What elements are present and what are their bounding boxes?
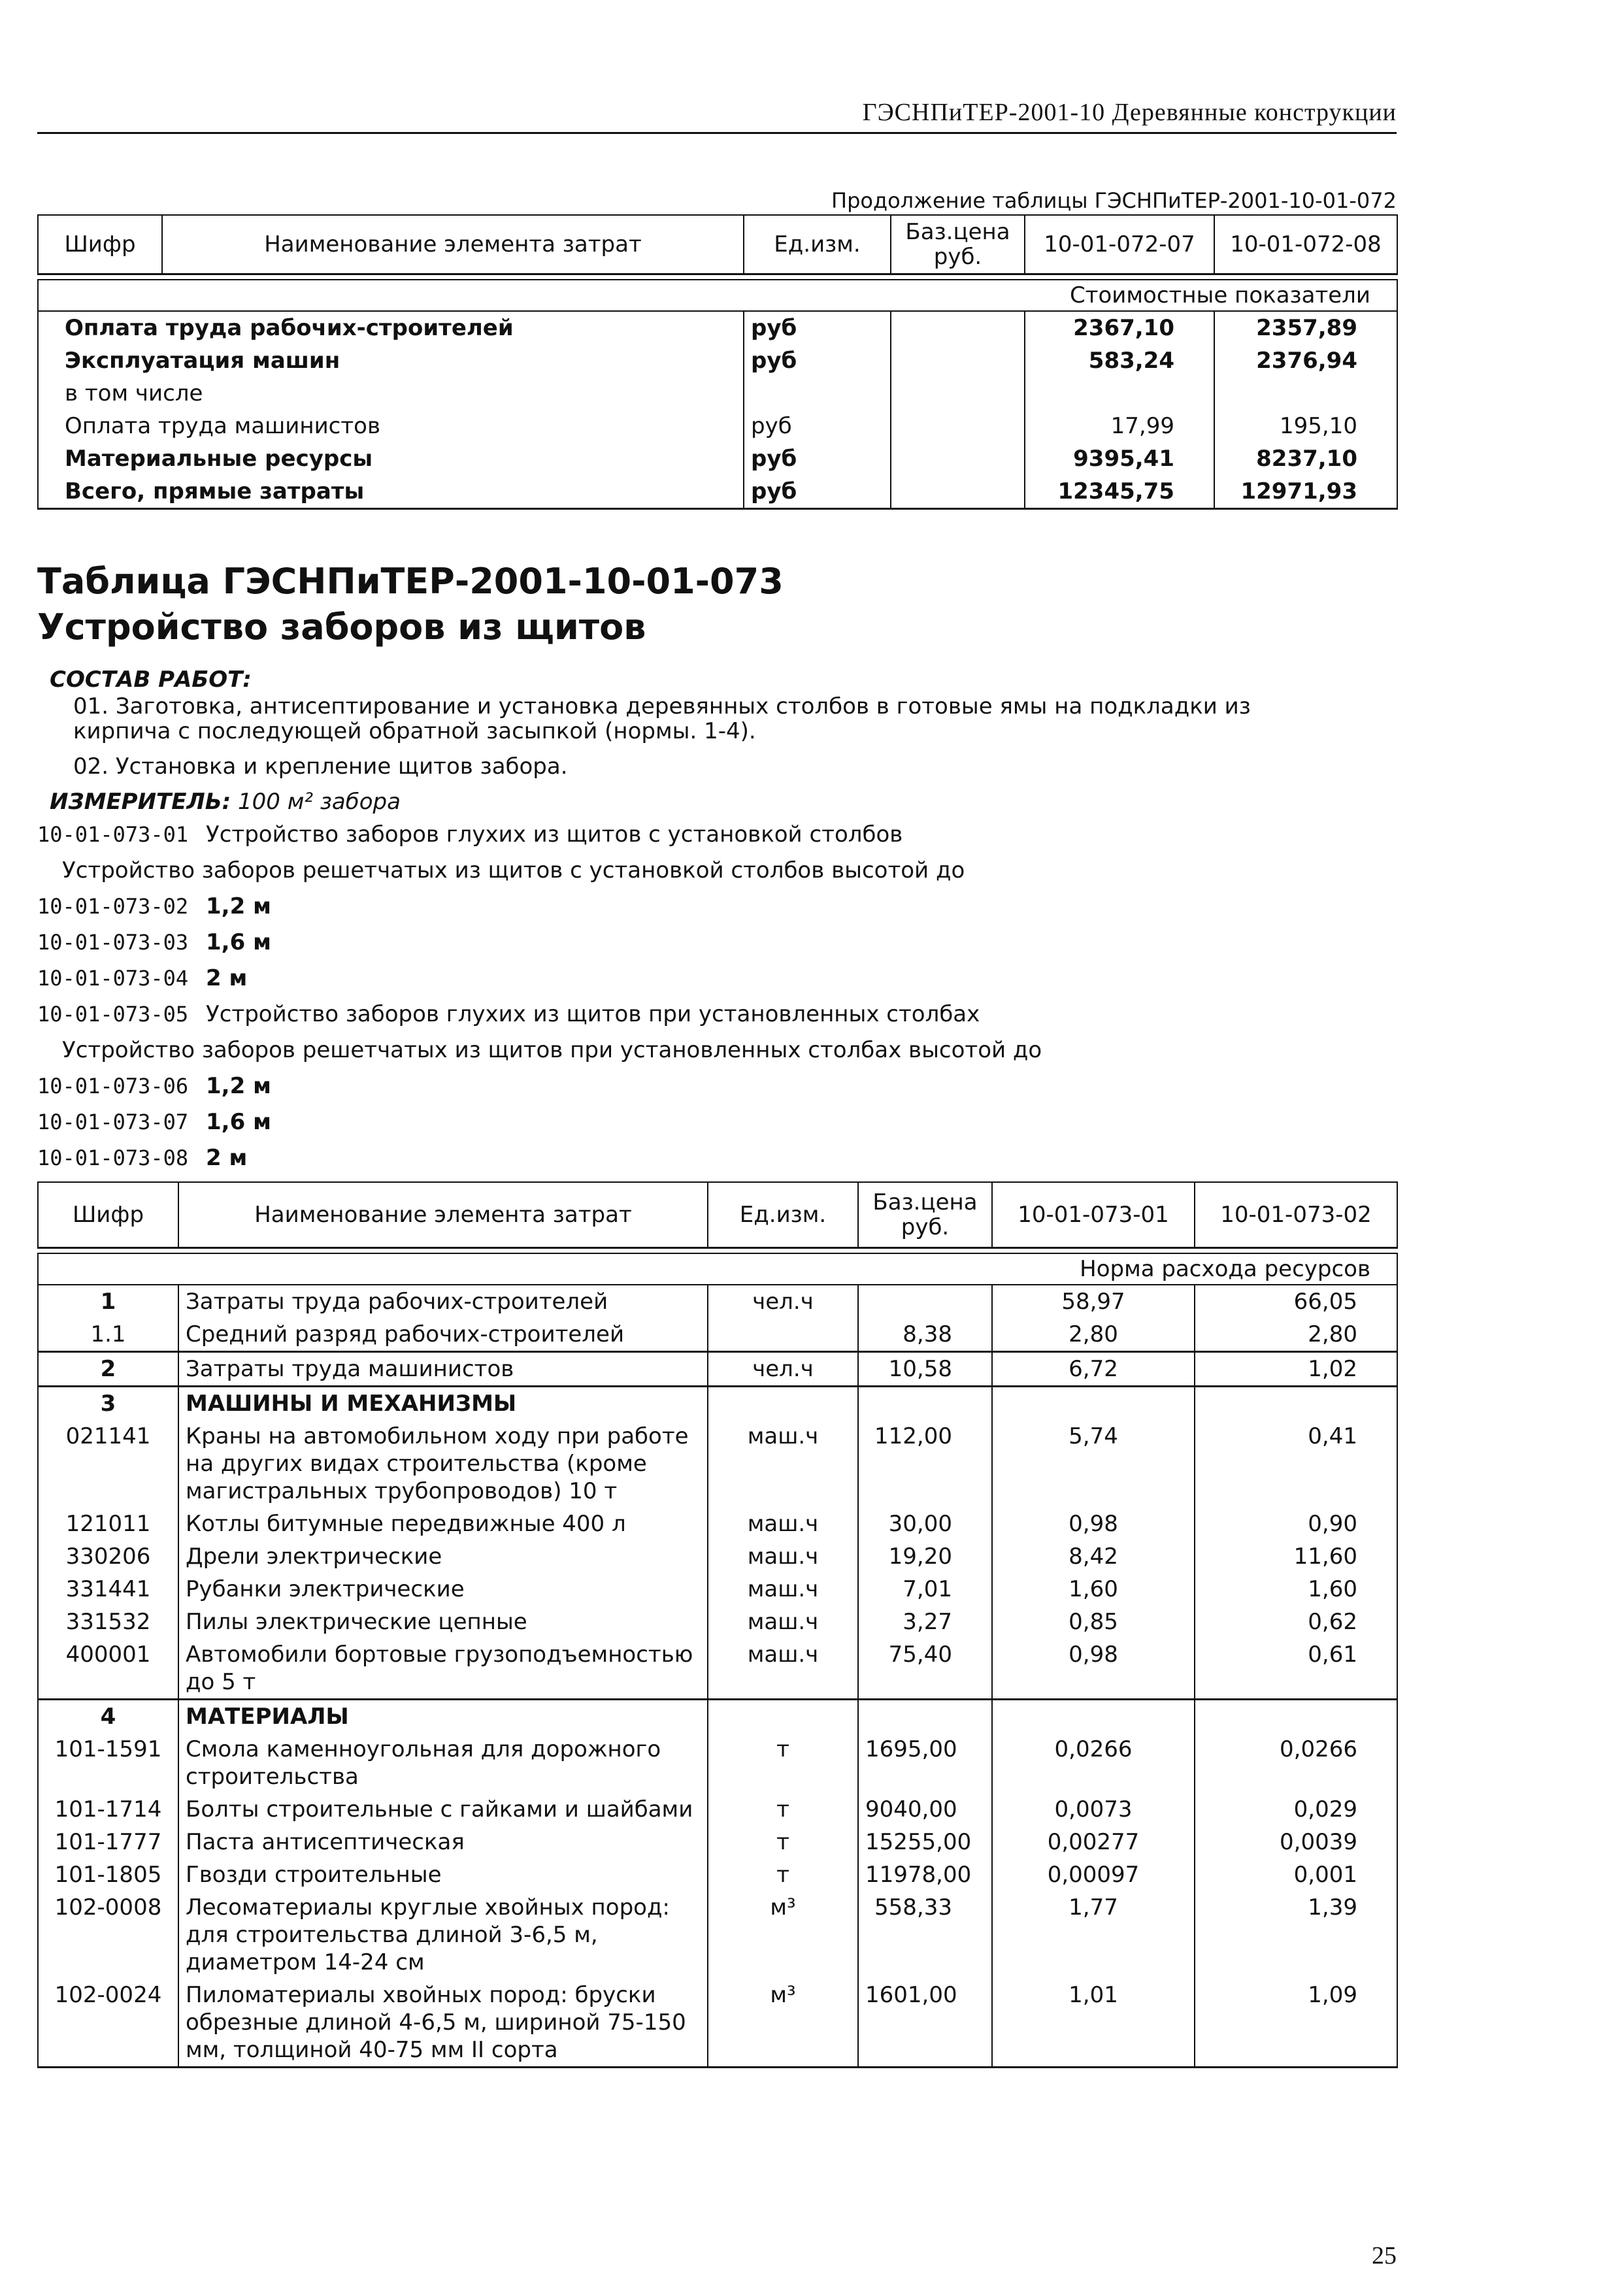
measure-unit	[50, 789, 401, 815]
norm-code: 10-01-073-06	[37, 1074, 189, 1098]
norm-code: 10-01-073-08	[37, 1146, 189, 1170]
row-code: 101-1777	[38, 1826, 178, 1858]
resource-norm-subheader: Норма расхода ресурсов	[38, 1253, 1397, 1285]
table-row	[38, 1420, 1397, 1508]
table-row	[38, 1351, 1397, 1386]
cost-indicators-subheader: Стоимостные показатели	[38, 280, 1397, 311]
row-value-1: 5,74	[992, 1420, 1195, 1508]
row-name: Всего, прямые затраты	[38, 475, 744, 509]
row-value-1: 8,42	[992, 1540, 1195, 1573]
code-line	[37, 1073, 271, 1099]
row-name: Оплата труда машинистов	[38, 410, 744, 442]
table-title: Таблица ГЭСНПиТЕР-2001-10-01-073	[37, 561, 784, 602]
row-name: Пиломатериалы хвойных пород: бруски обрезные длиной 4-6,5 м, шириной 75-150 мм, толщиной 40-75 мм II сорта	[178, 1979, 708, 2068]
norm-description: Устройство заборов глухих из щитов с установкой столбов	[206, 821, 903, 848]
table-row	[38, 1793, 1397, 1826]
row-price	[891, 410, 1025, 442]
table-row	[38, 1540, 1397, 1573]
header-code: Шифр	[38, 1182, 178, 1247]
row-price: 8,38	[858, 1318, 992, 1352]
table-row	[38, 1826, 1397, 1858]
row-code: 3	[38, 1386, 178, 1420]
row-unit: маш.ч	[708, 1573, 858, 1606]
code-line	[37, 929, 271, 955]
code-line	[37, 1109, 271, 1135]
work-item-02: 02. Установка и крепление щитов забора.	[73, 753, 568, 780]
row-name: Автомобили бортовые грузоподъемностью до 5 т	[178, 1638, 708, 1700]
row-value-1: 583,24	[1025, 344, 1214, 377]
row-value-1: 12345,75	[1025, 475, 1214, 509]
row-unit	[744, 377, 891, 410]
row-unit: маш.ч	[708, 1540, 858, 1573]
row-unit: м³	[708, 1891, 858, 1979]
row-value-1	[992, 1386, 1195, 1420]
row-price: 1695,00	[858, 1733, 992, 1793]
row-value-2: 0,90	[1195, 1508, 1397, 1540]
row-price: 30,00	[858, 1508, 992, 1540]
row-unit: маш.ч	[708, 1638, 858, 1700]
row-price: 9040,00	[858, 1793, 992, 1826]
row-value-2	[1195, 1386, 1397, 1420]
row-code: 2	[38, 1351, 178, 1386]
works-composition-label: СОСТАВ РАБОТ:	[50, 667, 252, 693]
row-unit	[708, 1699, 858, 1733]
row-unit: т	[708, 1858, 858, 1891]
table-row	[38, 1891, 1397, 1979]
header-name: Наименование элемента затрат	[178, 1182, 708, 1247]
header-unit: Ед.изм.	[708, 1182, 858, 1247]
row-value-2: 0,61	[1195, 1638, 1397, 1700]
running-header: ГЭСНПиТЕР-2001-10 Деревянные конструкции	[862, 99, 1397, 126]
row-value-2: 0,029	[1195, 1793, 1397, 1826]
row-name: Краны на автомобильном ходу при работе на других видах строительства (кроме магистральных трубопроводов) 10 т	[178, 1420, 708, 1508]
row-name: в том числе	[38, 377, 744, 410]
row-unit: т	[708, 1733, 858, 1793]
resource-norm-table	[37, 1181, 1398, 2068]
norm-description: 1,2 м	[206, 1073, 271, 1099]
row-value-2	[1195, 1699, 1397, 1733]
row-value-1: 58,97	[992, 1285, 1195, 1318]
row-value-2: 0,41	[1195, 1420, 1397, 1508]
norm-description: 1,6 м	[206, 1109, 271, 1135]
row-name: Пилы электрические цепные	[178, 1606, 708, 1638]
row-value-1: 0,0266	[992, 1733, 1195, 1793]
norm-description: 2 м	[206, 1145, 248, 1171]
row-code: 101-1805	[38, 1858, 178, 1891]
row-value-1: 17,99	[1025, 410, 1214, 442]
row-value-1: 6,72	[992, 1351, 1195, 1386]
table-row	[38, 1979, 1397, 2068]
page-number: 25	[1372, 2242, 1397, 2269]
row-unit: маш.ч	[708, 1508, 858, 1540]
row-code: 021141	[38, 1420, 178, 1508]
row-price: 10,58	[858, 1351, 992, 1386]
norm-description: 1,2 м	[206, 893, 271, 919]
row-value-1: 0,00277	[992, 1826, 1195, 1858]
row-price: 112,00	[858, 1420, 992, 1508]
row-code: 102-0024	[38, 1979, 178, 2068]
row-code: 1.1	[38, 1318, 178, 1352]
row-unit: руб	[744, 442, 891, 475]
row-unit: руб	[744, 475, 891, 509]
row-value-2: 0,62	[1195, 1606, 1397, 1638]
table-row	[38, 1606, 1397, 1638]
row-name: Рубанки электрические	[178, 1573, 708, 1606]
row-value-1: 0,85	[992, 1606, 1195, 1638]
row-price: 19,20	[858, 1540, 992, 1573]
row-name: Материальные ресурсы	[38, 442, 744, 475]
row-value-2: 12971,93	[1214, 475, 1397, 509]
code-group-line: Устройство заборов решетчатых из щитов при установленных столбах высотой до	[62, 1037, 1042, 1063]
code-line	[37, 1145, 247, 1171]
row-value-2: 1,60	[1195, 1573, 1397, 1606]
table-row	[38, 377, 1397, 410]
header-price: Баз.цена руб.	[858, 1182, 992, 1247]
row-code: 102-0008	[38, 1891, 178, 1979]
code-line	[37, 965, 247, 991]
continuation-table	[37, 214, 1398, 510]
row-price	[858, 1285, 992, 1318]
row-value-2: 66,05	[1195, 1285, 1397, 1318]
row-code: 400001	[38, 1638, 178, 1700]
row-price: 11978,00	[858, 1858, 992, 1891]
header-price: Баз.цена руб.	[891, 215, 1025, 274]
row-name: Паста антисептическая	[178, 1826, 708, 1858]
header-col1: 10-01-072-07	[1025, 215, 1214, 274]
row-unit: м³	[708, 1979, 858, 2068]
row-unit	[708, 1386, 858, 1420]
continuation-caption: Продолжение таблицы ГЭСНПиТЕР-2001-10-01-072	[831, 188, 1397, 213]
table-row	[38, 1733, 1397, 1793]
row-unit	[708, 1318, 858, 1352]
norm-code: 10-01-073-03	[37, 930, 189, 955]
row-value-2	[1214, 377, 1397, 410]
row-name: Оплата труда рабочих-строителей	[38, 311, 744, 344]
row-value-2: 1,39	[1195, 1891, 1397, 1979]
row-code: 101-1591	[38, 1733, 178, 1793]
row-value-1: 0,0073	[992, 1793, 1195, 1826]
row-name: Затраты труда рабочих-строителей	[178, 1285, 708, 1318]
row-code: 121011	[38, 1508, 178, 1540]
row-price	[891, 442, 1025, 475]
code-group-line: Устройство заборов решетчатых из щитов с установкой столбов высотой до	[62, 857, 965, 883]
row-unit: руб	[744, 311, 891, 344]
table-row	[38, 410, 1397, 442]
table-subtitle: Устройство заборов из щитов	[37, 606, 646, 648]
row-value-1	[992, 1699, 1195, 1733]
table-row	[38, 344, 1397, 377]
row-code: 331441	[38, 1573, 178, 1606]
row-value-2: 2357,89	[1214, 311, 1397, 344]
code-line	[37, 821, 903, 848]
row-unit: руб	[744, 410, 891, 442]
header-code: Шифр	[38, 215, 162, 274]
table-row	[38, 1699, 1397, 1733]
measure-label: ИЗМЕРИТЕЛЬ:	[50, 789, 231, 815]
row-value-1: 1,60	[992, 1573, 1195, 1606]
row-name: Дрели электрические	[178, 1540, 708, 1573]
row-price	[891, 475, 1025, 509]
row-value-2: 195,10	[1214, 410, 1397, 442]
row-name: Гвозди строительные	[178, 1858, 708, 1891]
table-row	[38, 1638, 1397, 1700]
row-value-2: 0,001	[1195, 1858, 1397, 1891]
table-row	[38, 1318, 1397, 1352]
row-value-1: 1,77	[992, 1891, 1195, 1979]
row-value-1: 0,98	[992, 1508, 1195, 1540]
row-price: 15255,00	[858, 1826, 992, 1858]
row-unit: т	[708, 1793, 858, 1826]
row-value-2: 2,80	[1195, 1318, 1397, 1352]
row-unit: руб	[744, 344, 891, 377]
header-col1: 10-01-073-01	[992, 1182, 1195, 1247]
row-value-2: 8237,10	[1214, 442, 1397, 475]
work-item-01: 01. Заготовка, антисептирование и установка деревянных столбов в готовые ямы на подкладки из кирпича с последующей обратной засыпкой (нормы. 1-4).	[73, 693, 1251, 744]
norm-code: 10-01-073-07	[37, 1110, 189, 1134]
row-price: 7,01	[858, 1573, 992, 1606]
table-row	[38, 1386, 1397, 1420]
row-price: 1601,00	[858, 1979, 992, 2068]
table-row	[38, 475, 1397, 509]
row-price	[891, 344, 1025, 377]
norm-code: 10-01-073-01	[37, 822, 189, 847]
table-row	[38, 1508, 1397, 1540]
table-row	[38, 1573, 1397, 1606]
row-name: Средний разряд рабочих-строителей	[178, 1318, 708, 1352]
row-unit: чел.ч	[708, 1285, 858, 1318]
row-price	[891, 311, 1025, 344]
measure-value: 100 м² забора	[238, 789, 401, 815]
row-value-1: 0,98	[992, 1638, 1195, 1700]
header-rule	[37, 132, 1397, 134]
table-row	[38, 442, 1397, 475]
norm-description: 2 м	[206, 965, 248, 991]
norm-code: 10-01-073-02	[37, 894, 189, 919]
row-name: Лесоматериалы круглые хвойных пород: для строительства длиной 3-6,5 м, диаметром 14-24 см	[178, 1891, 708, 1979]
row-value-1: 2367,10	[1025, 311, 1214, 344]
row-name: МАШИНЫ И МЕХАНИЗМЫ	[178, 1386, 708, 1420]
norm-description: 1,6 м	[206, 929, 271, 955]
header-col2: 10-01-072-08	[1214, 215, 1397, 274]
row-unit: маш.ч	[708, 1606, 858, 1638]
code-line	[37, 1001, 980, 1027]
row-name: Затраты труда машинистов	[178, 1351, 708, 1386]
row-value-1: 2,80	[992, 1318, 1195, 1352]
row-unit: чел.ч	[708, 1351, 858, 1386]
row-price	[858, 1386, 992, 1420]
row-name: МАТЕРИАЛЫ	[178, 1699, 708, 1733]
row-value-2: 1,09	[1195, 1979, 1397, 2068]
header-col2: 10-01-073-02	[1195, 1182, 1397, 1247]
norm-code: 10-01-073-04	[37, 966, 189, 991]
code-line	[37, 893, 271, 919]
row-value-1: 1,01	[992, 1979, 1195, 2068]
row-code: 1	[38, 1285, 178, 1318]
row-unit: т	[708, 1826, 858, 1858]
row-value-1: 0,00097	[992, 1858, 1195, 1891]
row-value-1: 9395,41	[1025, 442, 1214, 475]
row-value-2: 0,0266	[1195, 1733, 1397, 1793]
row-code: 330206	[38, 1540, 178, 1573]
norm-description: Устройство заборов глухих из щитов при установленных столбах	[206, 1001, 980, 1027]
row-price	[891, 377, 1025, 410]
table-row	[38, 1285, 1397, 1318]
norm-code: 10-01-073-05	[37, 1002, 189, 1027]
header-name: Наименование элемента затрат	[162, 215, 744, 274]
row-value-2: 11,60	[1195, 1540, 1397, 1573]
row-price: 75,40	[858, 1638, 992, 1700]
row-name: Болты строительные с гайками и шайбами	[178, 1793, 708, 1826]
row-name: Смола каменноугольная для дорожного строительства	[178, 1733, 708, 1793]
row-code: 101-1714	[38, 1793, 178, 1826]
row-price	[858, 1699, 992, 1733]
header-unit: Ед.изм.	[744, 215, 891, 274]
row-value-1	[1025, 377, 1214, 410]
row-value-2: 1,02	[1195, 1351, 1397, 1386]
row-name: Котлы битумные передвижные 400 л	[178, 1508, 708, 1540]
row-price: 558,33	[858, 1891, 992, 1979]
row-code: 331532	[38, 1606, 178, 1638]
row-value-2: 2376,94	[1214, 344, 1397, 377]
table-row	[38, 1858, 1397, 1891]
row-code: 4	[38, 1699, 178, 1733]
row-name: Эксплуатация машин	[38, 344, 744, 377]
table-row	[38, 311, 1397, 344]
row-value-2: 0,0039	[1195, 1826, 1397, 1858]
row-price: 3,27	[858, 1606, 992, 1638]
row-unit: маш.ч	[708, 1420, 858, 1508]
